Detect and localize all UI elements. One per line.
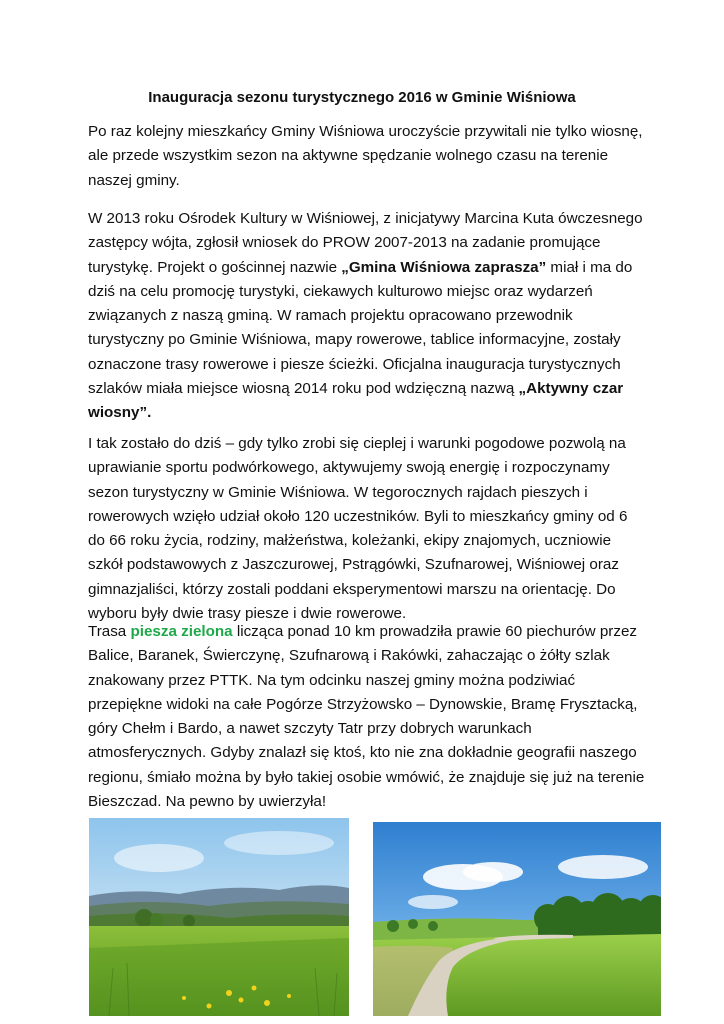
event-name-bold: „Aktywny czar wiosny”.	[88, 380, 624, 422]
paragraph-project	[88, 207, 648, 426]
paragraph-green-trail-prefix: Trasa	[88, 623, 131, 640]
paragraph-green-trail-text: licząca ponad 10 km prowadziła prawie 60 piechurów przez Balice, Baranek, Świerczynę, Szufnarową i Rakówki, zahaczając o żółty szlak znakowany przez PTTK. Na tym odcinku naszej gminy można podziwiać przepiękne widoki na całe Pogórze Strzyżowsko – Dynowskie, Bramę Frysztacką, góry Chełm i Bardo, a nawet szczyty Tatr przy dobrych warunkach atmosferycznych. Gdyby znalazł się ktoś, kto nie zna dokładnie geografii naszego regionu, śmiało można by było takiej osobie wmówić, że znajduje się już na terenie Bieszczad. Na pewno by uwierzyła!	[88, 623, 645, 811]
paragraph-green-trail	[88, 620, 648, 814]
meadow-hills-photo	[89, 818, 349, 1016]
paragraph-project-text-2: miał i ma do dziś na celu promocję turystyki, ciekawych kulturowo miejsc oraz wydarzeń związanych z naszą gminą. W ramach projektu opracowano przewodnik turystyczny po Gminie Wiśniowa, mapy rowerowe, tablice informacyjne, zostały oznaczone trasy rowerowe i piesze ścieżki. Oficjalna inauguracja turystycznych szlaków miała miejsce wiosną 2014 roku pod wdzięczną nazwą	[88, 258, 633, 398]
green-trail-highlight: piesza zielona	[130, 623, 233, 640]
project-name-bold: „Gmina Wiśniowa zaprasza”	[341, 258, 547, 276]
document-title: Inauguracja sezonu turystycznego 2016 w Gminie Wiśniowa	[148, 89, 576, 106]
paragraph-intro: Po raz kolejny mieszkańcy Gminy Wiśniowa uroczyście przywitali nie tylko wiosnę, ale przede wszystkim sezon na aktywne spędzanie wolnego czasu na terenie naszej gminy.	[88, 123, 643, 189]
paragraph-season: I tak zostało do dziś – gdy tylko zrobi się cieplej i warunki pogodowe pozwolą na uprawianie sportu podwórkowego, aktywujemy swoją energię i rozpoczynamy sezon turystyczny w Gminie Wiśniowa. W tegorocznych rajdach pieszych i rowerowych wzięło udział około 120 uczestników. Byli to mieszkańcy gminy od 6 do 66 roku życia, rodziny, małżeństwa, koleżanki, ekipy znajomych, uczniowie szkół podstawowych z Jaszczurowej, Pstrągówki, Szufnarowej, Wiśniowej oraz gimnazjaliści, którzy zostali poddani eksperymentowi marszu na orientację. Do wyboru były dwie trasy piesze i dwie rowerowe.	[88, 435, 628, 623]
field-path-photo	[373, 822, 661, 1016]
paragraph-project-text-1: W 2013 roku Ośrodek Kultury w Wiśniowej, z inicjatywy Marcina Kuta ówczesnego zastępcy wójta, zgłosił wniosek do PROW 2007-2013 na zadanie promujące turystykę. Projekt o gościnnej nazwie	[88, 210, 643, 276]
